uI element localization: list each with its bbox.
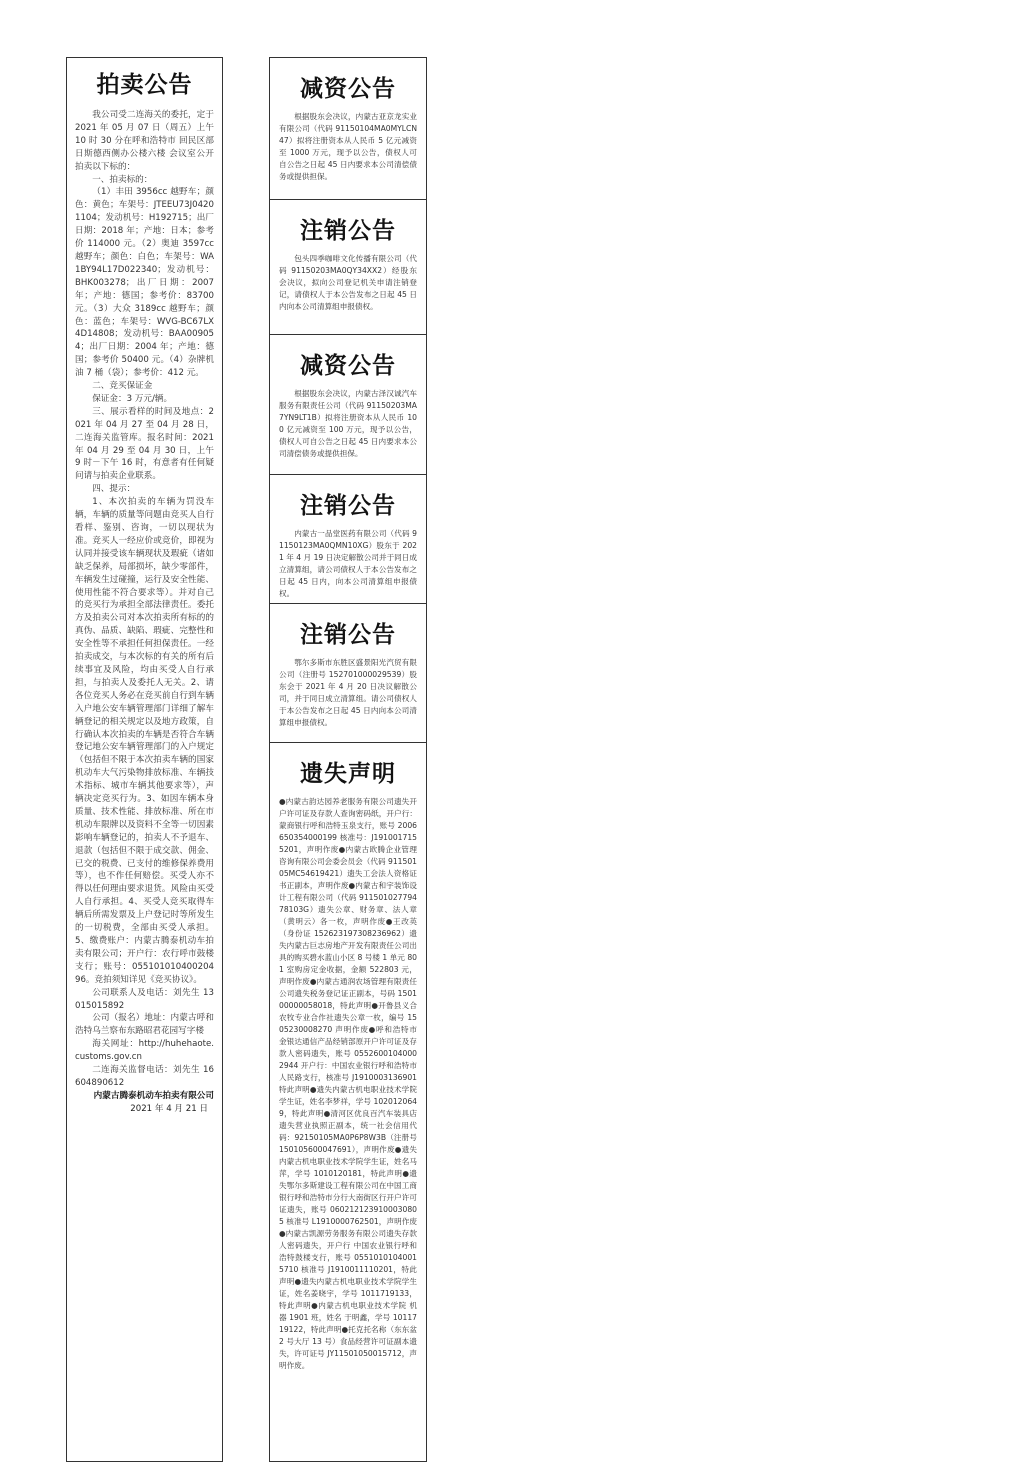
auction-paragraph: 公司（报名）地址：内蒙古呼和浩特乌兰察布东路昭君花园写字楼 [75, 1013, 214, 1037]
auction-paragraph: 二、竞买保证金 [92, 381, 153, 392]
auction-date: 2021 年 4 月 21 日 [130, 1103, 208, 1114]
notice-capital-reduction-1 [270, 58, 426, 200]
auction-paragraph: 保证金：3 万元/辆。 [92, 393, 173, 404]
auction-signature: 内蒙古腾泰机动车拍卖有限公司 [93, 1090, 214, 1101]
auction-paragraph: 二连海关监督电话：刘先生 16604890612 [75, 1065, 214, 1088]
notice-body: 根据股东会决议，内蒙古泽汉诚汽车服务有限责任公司（代码 91150203MA7YN9LT1B）拟将注册资本从人民币 100 亿元减资至 100 万元，现予以公告，债权人可自公告之日起 45 日内要求本公司清偿债务或提供担保。 [279, 389, 417, 458]
notice-title: 注销公告 [300, 622, 396, 648]
notice-capital-reduction-2 [270, 335, 426, 475]
notices-column [269, 57, 427, 1462]
auction-notice-title: 拍卖公告 [96, 72, 193, 98]
notice-title: 遗失声明 [300, 761, 396, 787]
auction-paragraph: 1、本次拍卖的车辆为罚没车辆，车辆的质量等问题由竞买人自行看样、鉴别、咨询，一切以现状为准。竞买人一经应价或竞价，即视为认同并接受该车辆现状及瑕疵（诸如缺乏保养，局部损坏，缺少零部件，车辆发生过碰撞，运行及安全性能、使用性能不符合要求等）。并对自己的竞买行为承担全部法律责任。委托方及拍卖公司对本次拍卖所有标的的真伪、品质、缺陷、瑕疵、完整性和安全性等不承担任何担保责任。一经拍卖成交，与本次标的有关的所有后续事宜及风险，均由买受人自行承担，与拍卖人及委托人无关。2、请各位竞买人务必在竞买前自行到车辆入户地公安车辆管理部门详细了解车辆登记的相关规定以及地方政策，自行确认本次拍卖的车辆是否符合车辆登记地公安车辆管理部门的入户规定（包括但不限于本次拍卖车辆的国家机动车大气污染物排放标准、车辆技术指标、城市车辆其他要求等），声辆决定竞买行为。3、如因车辆本身质量、技术性能、排放标准、所在市机动车限牌以及资料不全等一切因素影响车辆登记的，拍卖人不予退车、退款（包括但不限于成交款、佣金、已交的税费、已支付的维修保养费用等），也不作任何赔偿。买受人亦不得以任何理由要求退货。风险由买受人自行承担。4、买受人竞买取得车辆后所需发票及上户登记时等所发生的一切税费，全部由买受人承担。5、缴费账户：内蒙古腾泰机动车拍卖有限公司；开户行：农行呼市鼓楼支行；账号：05510101040020496。竞拍须知详见《竞买协议》。 [75, 497, 214, 985]
auction-paragraph: 我公司受二连海关的委托，定于 2021 年 05 月 07 日（周五）上午 10 时 30 分在呼和浩特市 回民区部日斯德西侧办公楼六楼 会议室公开拍卖以下标的： [75, 110, 214, 172]
notice-body: 包头四季咖啡文化传播有限公司（代码 91150203MA0QY34XX2）经股东会决议，拟向公司登记机关申请注销登记，请债权人于本公告发布之日起 45 日内向本公司清算组申报债权。 [279, 254, 417, 311]
notice-title: 减资公告 [300, 76, 396, 102]
auction-notice-column [66, 57, 223, 1462]
notice-deregistration-2 [270, 475, 426, 604]
notice-title: 减资公告 [300, 353, 396, 379]
auction-paragraph: 三、展示看样的时间及地点：2021 年 04 月 27 至 04 月 28 日，二连海关监管库。报名时间：2021 年 04 月 29 至 04 月 30 日，上午 9 时－下午 16 时，有意者有任何疑问请与拍卖企业联系。 [75, 406, 214, 482]
notice-deregistration-1 [270, 200, 426, 335]
notice-title: 注销公告 [300, 218, 396, 244]
notice-body: 根据股东会决议，内蒙古亚京龙实业有限公司（代码 91150104MA0MYLCN47）拟将注册资本从人民币 5 亿元减资至 1000 万元，现予以公告，债权人可自公告之日起 45 日内要求本公司清偿债务或提供担保。 [279, 112, 417, 181]
notice-body: 内蒙古一品堂医药有限公司（代码 91150123MA0QMN10XG）股东于 2021 年 4 月 19 日决定解散公司并于同日成立清算组，请公司债权人于本公告发布之日起 45 日内，向本公司清算组申报债权。 [279, 529, 417, 598]
auction-paragraph: 四、提示： [92, 484, 136, 495]
auction-paragraph: 一、拍卖标的： [92, 174, 153, 185]
notice-title: 注销公告 [300, 493, 396, 519]
notice-body: 鄂尔多斯市东胜区盛景阳光汽贸有限公司（注册号 152701000029539）股东会于 2021 年 4 月 20 日决议解散公司，并于同日成立清算组。请公司债权人于本公告发布之日起 45 日内向本公司清算组申报债权。 [279, 658, 417, 727]
notice-loss-declarations [270, 743, 426, 1461]
notice-body: ●内蒙古韵达园养老服务有限公司遗失开户许可证及存款人查询密码纸，开户行：蒙商银行呼和浩特玉泉支行，账号 2006650354000199 核准号：J1910017155201，声明作废●内蒙古欧腾企业管理咨询有限公司会委会员会（代码 91150105MC54619421）遗失工会法人资格证书正副本，声明作废●内蒙古和宇装饰设计工程有限公司（代码 91150102779478103G）遗失公章、财务章、法人章（黄明云）各一枚，声明作废●王改英（身份证 152623197308236962）遗失内蒙古巨志房地产开发有限责任公司出具的购买碧水蓝山小区 8 号楼 1 单元 801 室购房定金收据，金额 522803 元，声明作废●内蒙古通润农场管理有限责任公司遗失税务登记证正副本，号码 150100000058018，特此声明●开鲁县义合农牧专业合作社遗失公章一枚，编号 1505230008270 声明作废●呼和浩特市金银达通信产品经销部原开户许可证及存款人密码遗失，账号 05526001040002944 开户行：中国农业银行呼和浩特市人民路支行，核准号 J1910003136901 特此声明●遗失内蒙古机电职业技术学院学生证，姓名李梦祥，学号 1020120649，特此声明●清河区优良百汽车装具店遗失营业执照正副本，统一社会信用代码：92150105MA0P6P8W3B（注册号 150105600047691），声明作废●遗失内蒙古机电职业技术学院学生证，姓名马萍，学号 1010120181，特此声明●遗失鄂尔多斯建设工程有限公司在中国工商银行呼和浩特市分行大南街区行开户许可证遗失，账号 0602121239100030805 核准号 L1910000762501，声明作废●内蒙古凯源劳务服务有限公司遗失存款人密码遗失，开户行 中国农业银行呼和浩特鼓楼支行，账号 05510101040015710 核准号 J1910011110201，特此声明●遗失内蒙古机电职业技术学院学生证，姓名姜晓宇，学号 1011719133，特此声明●内蒙古机电职业技术学院 机器 1901 班，姓名 于明鑫，学号 1011719122，特此声明●托克托名称（东东盆 2 号大厅 13 号）食品经营许可证副本遗失，许可证号 JY11501050015712，声明作废。 [279, 797, 417, 1370]
auction-paragraph: 海关网址：http://huhehaote.customs.gov.cn [75, 1039, 214, 1063]
notice-deregistration-3 [270, 604, 426, 743]
auction-paragraph: 公司联系人及电话：刘先生 13015015892 [75, 987, 214, 1011]
auction-paragraph: （1）丰田 3956cc 越野车；颜色：黄色；车架号：JTEEU73J04201104；发动机号：H192715；出厂日期：2018 年；产地：日本；参考价 114000 元。（2）奥迪 3597cc 越野车；颜色：白色；车架号：WA1BY94L17D022340；发动机号：BHK003278；出厂日期：2007 年；产地：德国；参考价：83700 元。（3）大众 3189cc 越野车；颜色：蓝色；车架号：WVG-BC67LX4D14808；发动机号：BAA009054；出厂日期：2004 年；产地：德国；参考价 50400 元。（4）杂牌机油 7 桶（袋）；参考价：412 元。 [75, 187, 214, 379]
